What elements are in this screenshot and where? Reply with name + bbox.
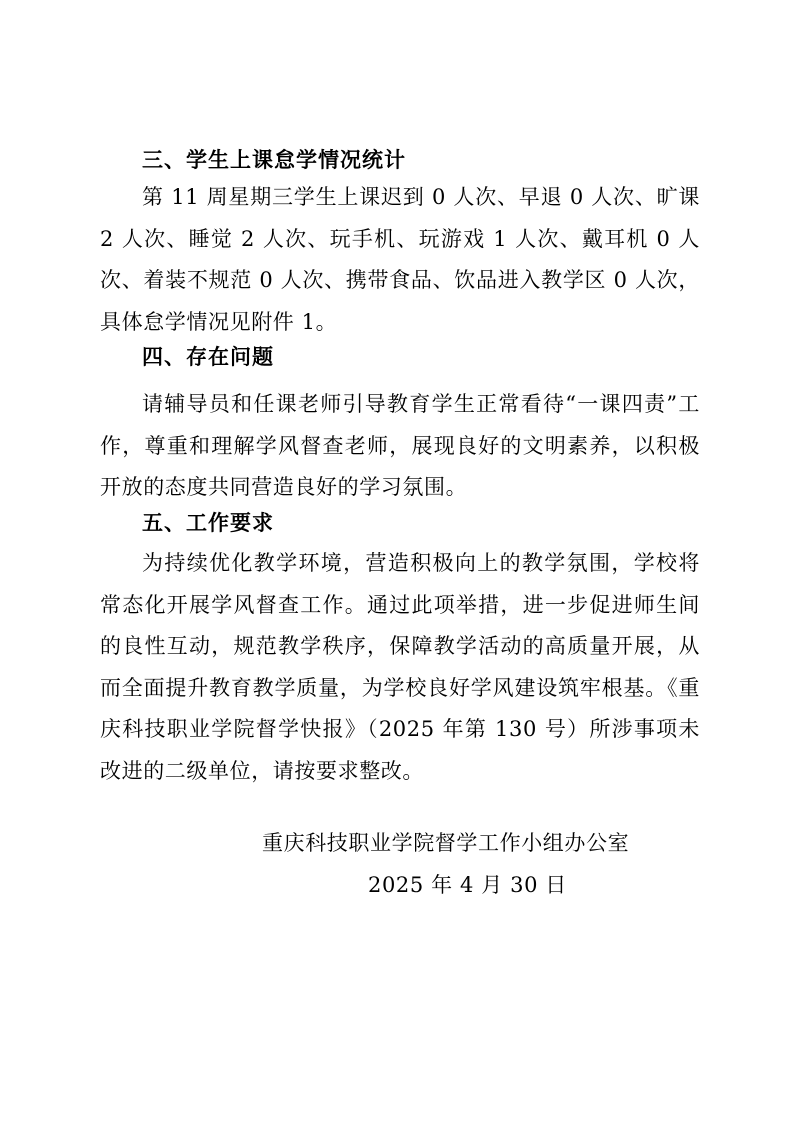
section-body-requirements: 为持续优化教学环境，营造积极向上的教学氛围，学校将常态化开展学风督查工作。通过此项举措，进一步促进师生间的良性互动，规范教学秩序，保障教学活动的高质量开展，从而全面提升教育教学质量，为学校良好学风建设筑牢根基。《重庆科技职业学院督学快报》（2025 年第 130 号）所涉事项未改进的二级单位，请按要求整改。 xyxy=(100,551,700,783)
section-body-statistics: 第 11 周星期三学生上课迟到 0 人次、早退 0 人次、旷课 2 人次、睡觉 2 人次、玩手机、玩游戏 1 人次、戴耳机 0 人次、着装不规范 0 人次、携带食品、饮品进入教学区 0 人次，具体怠学情况见附件 1。 xyxy=(100,185,700,334)
section-heading-statistics: 三、学生上课怠学情况统计 xyxy=(142,147,406,172)
section-heading-requirements: 五、工作要求 xyxy=(142,510,274,535)
signature-date: 2025 年 4 月 30 日 xyxy=(368,873,567,897)
section-body-problems: 请辅导员和任课老师引导教育学生正常看待“一课四责”工作，尊重和理解学风督查老师，展现良好的文明素养，以积极开放的态度共同营造良好的学习氛围。 xyxy=(100,392,700,499)
signature-office: 重庆科技职业学院督学工作小组办公室 xyxy=(262,831,630,855)
section-heading-problems: 四、存在问题 xyxy=(142,344,274,369)
